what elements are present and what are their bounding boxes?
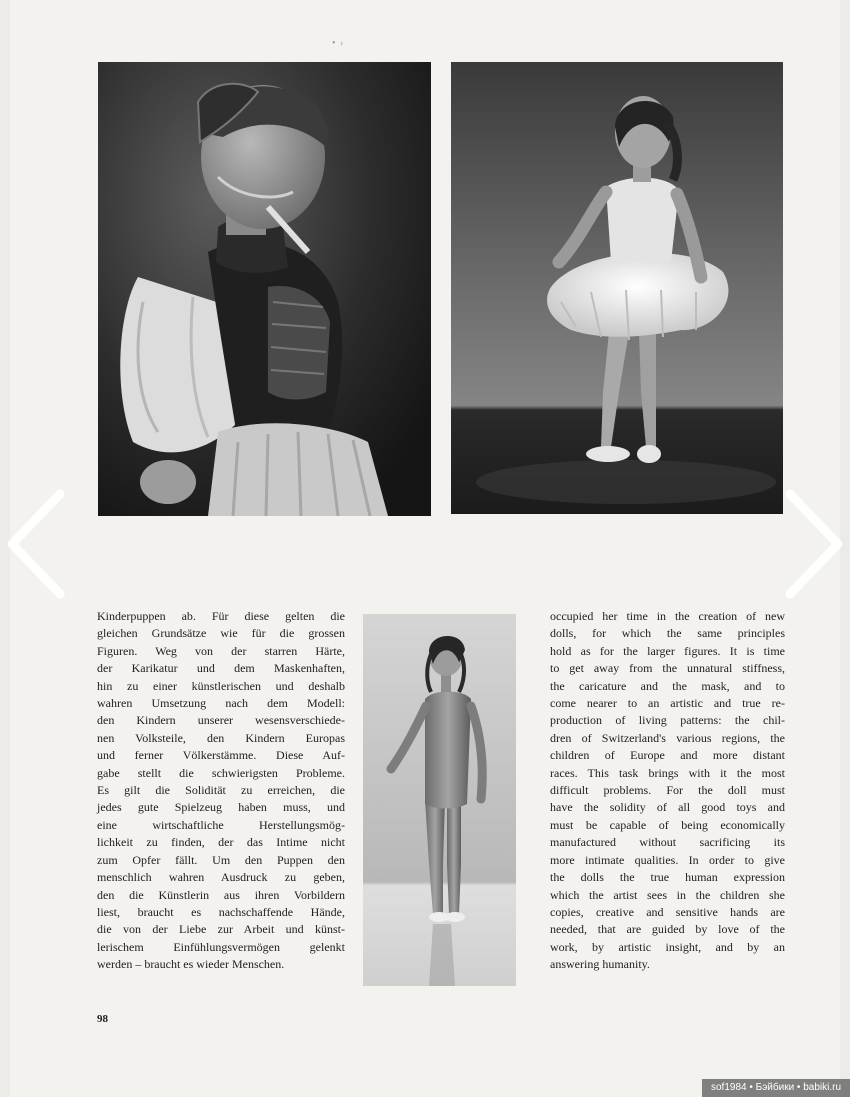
text-line: nen Volksteile, den Kindern Europas	[97, 730, 345, 745]
text-line: needed, that are guided by love of the	[550, 922, 785, 937]
text-line: wahren Umsetzung nach dem Modell:	[97, 696, 345, 711]
german-text-column	[97, 608, 345, 974]
text-line: eine wirtschaftliche Herstellungsmög-	[97, 817, 345, 832]
text-line: copies, creative and sensitive hands are	[550, 904, 785, 919]
text-line: must be capable of being economically	[550, 817, 785, 832]
text-line: difficult problems. For the doll must	[550, 783, 785, 798]
text-line: work, by artistic insight, and by an	[550, 939, 785, 954]
text-line: which the artist sees in the children she	[550, 887, 785, 902]
text-line: manufactured without sacrificing its	[550, 835, 785, 850]
text-line: liest, braucht es nachschaffende Hände,	[97, 904, 345, 919]
text-line: children of Europe and more distant	[550, 748, 785, 763]
text-line: occupied her time in the creation of new	[550, 609, 785, 623]
text-line: lerischem Einfühlungsvermögen gelenkt	[97, 939, 345, 954]
text-line: dren of Switzerland's various regions, the	[550, 730, 785, 745]
text-line: have the solidity of all good toys and	[550, 800, 785, 815]
doll-undressed-photo	[363, 614, 516, 986]
text-line: lichkeit zu finden, der das Intime nicht	[97, 835, 345, 850]
text-line: races. This task brings with it the most	[550, 765, 785, 780]
page-number: 98	[97, 1013, 108, 1025]
doll-ballerina-photo	[451, 62, 783, 514]
previous-page-button[interactable]	[2, 488, 72, 600]
text-line: to get away from the unnatural stiffness,	[550, 661, 785, 676]
text-line: hold as for the larger figures. It is time	[550, 643, 785, 658]
text-line: dolls, for which the same principles	[550, 626, 785, 641]
text-line: und ferner Völkerstämme. Diese Auf-	[97, 748, 345, 763]
english-text-column	[550, 608, 785, 974]
text-line: werden – braucht es wieder Menschen.	[97, 957, 285, 972]
text-line: der Karikatur und dem Maskenhaften,	[97, 661, 345, 676]
text-line: Figuren. Weg von der starren Härte,	[97, 643, 345, 658]
text-line: gleichen Grundsätze wie für die grossen	[97, 626, 345, 641]
text-line: menschlich wahren Ausdruck zu geben,	[97, 870, 345, 885]
chevron-right-icon	[778, 488, 848, 600]
text-line: more intimate qualities. In order to give	[550, 852, 785, 867]
text-line: den Kindern unserer wesensverschiede-	[97, 713, 345, 728]
next-page-button[interactable]	[778, 488, 848, 600]
text-line: Es gilt die Solidität zu erreichen, die	[97, 783, 345, 798]
watermark-caption: sof1984 • Бэйбики • babiki.ru	[702, 1079, 850, 1097]
text-line: die von der Liebe zur Arbeit und künst-	[97, 922, 345, 937]
text-line: Kinderpuppen ab. Für diese gelten die	[97, 609, 345, 623]
text-line: the caricature and the mask, and to	[550, 678, 785, 693]
text-line: den die Künstlerin aus ihren Vorbildern	[97, 887, 345, 902]
text-line: come nearer to an artistic and true re-	[550, 696, 785, 711]
text-line: hin zu einer künstlerischen und deshalb	[97, 678, 345, 693]
text-line: gabe stellt die schwierigsten Probleme.	[97, 765, 345, 780]
page-top-mark: • ›	[332, 38, 345, 49]
text-line: jedes gute Spielzeug haben muss, und	[97, 800, 345, 815]
text-line: zum Opfer fällt. Um den Puppen den	[97, 852, 345, 867]
doll-folk-costume-photo	[98, 62, 431, 516]
text-line: answering humanity.	[550, 957, 650, 972]
text-line: the dolls the true human expression	[550, 870, 785, 885]
text-line: production of living patterns: the chil-	[550, 713, 785, 728]
chevron-left-icon	[2, 488, 72, 600]
magazine-page	[10, 0, 840, 1097]
